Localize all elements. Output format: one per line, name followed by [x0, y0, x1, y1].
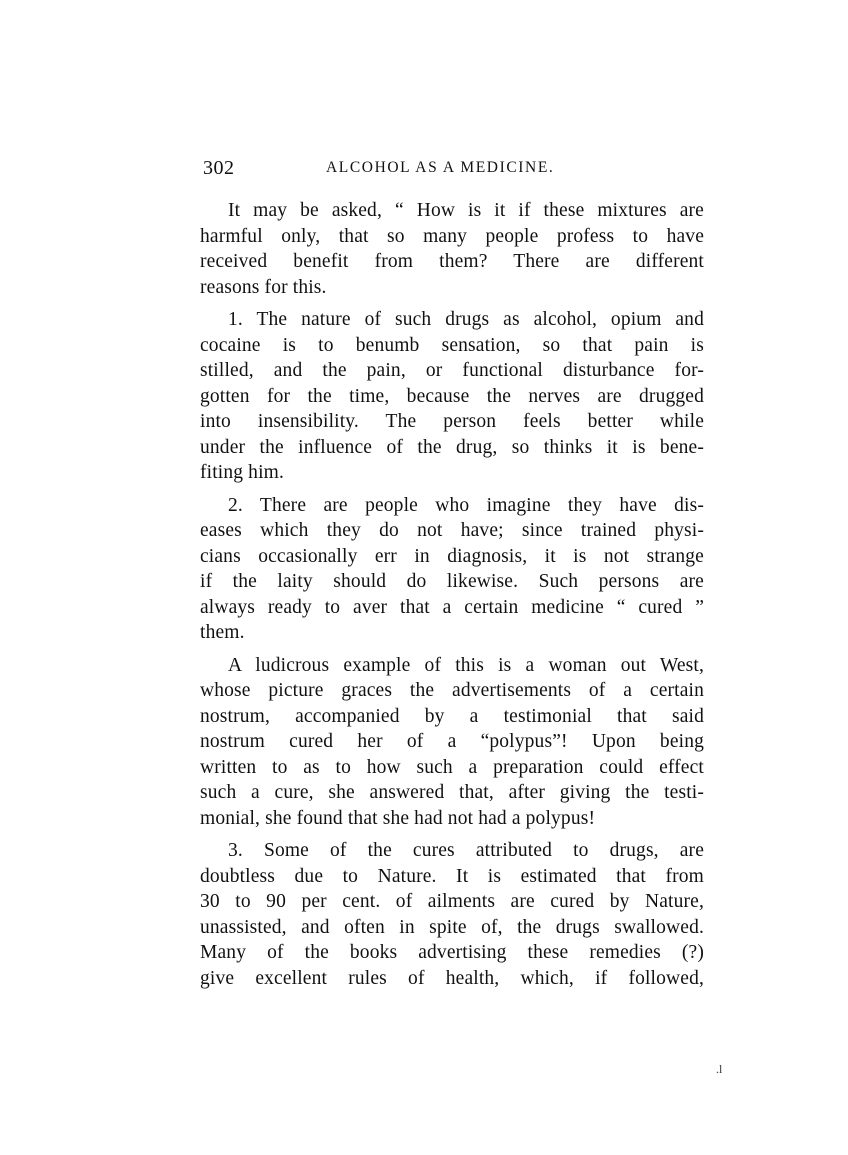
text-line: stilled, and the pain, or functional disturbance for- [200, 360, 704, 381]
paragraph [200, 653, 704, 832]
text-line: fiting him. [200, 462, 284, 483]
text-line: eases which they do not have; since trained physi- [200, 520, 704, 541]
paragraph [200, 493, 704, 646]
scan-mark: .l [716, 1062, 723, 1076]
text-line: A ludicrous example of this is a woman out West, [228, 654, 704, 676]
text-line: nostrum, accompanied by a testimonial that said [200, 705, 704, 727]
text-line: unassisted, and often in spite of, the drugs swallowed. [200, 916, 704, 938]
text-line: always ready to aver that a certain medicine “ cured ” [200, 596, 704, 618]
text-line: reasons for this. [200, 276, 327, 298]
running-title: ALCOHOL AS A MEDICINE. [326, 159, 555, 176]
text-line: harmful only, that so many people profess to have [200, 225, 704, 247]
text-line: give excellent rules of health, which, if followed, [200, 967, 704, 989]
text-line: It may be asked, “ How is it if these mixtures are [228, 200, 704, 221]
text-line: under the influence of the drug, so thinks it is bene- [200, 436, 704, 458]
text-line: received benefit from them? There are different [200, 251, 704, 272]
text-line: such a cure, she answered that, after giving the testi- [200, 782, 704, 803]
paragraph [200, 198, 704, 300]
paragraph [200, 307, 704, 486]
text-line: written to as to how such a preparation could effect [200, 756, 704, 778]
text-line: whose picture graces the advertisements of a certain [200, 680, 704, 701]
text-line: 1. The nature of such drugs as alcohol, opium and [228, 309, 704, 330]
text-line: into insensibility. The person feels better while [200, 411, 704, 432]
paragraph [200, 838, 704, 991]
text-line: 3. Some of the cures attributed to drugs, are [228, 840, 704, 861]
text-line: monial, she found that she had not had a polypus! [200, 807, 596, 829]
text-line: cocaine is to benumb sensation, so that pain is [200, 334, 704, 356]
text-line: 2. There are people who imagine they have dis- [228, 494, 704, 516]
text-line: 30 to 90 per cent. of ailments are cured by Nature, [200, 891, 704, 912]
page-number: 302 [203, 157, 235, 179]
text-line: Many of the books advertising these remedies (?) [200, 942, 704, 963]
text-line: nostrum cured her of a “polypus”! Upon being [200, 731, 704, 752]
text-line: doubtless due to Nature. It is estimated that from [200, 865, 704, 887]
text-line: gotten for the time, because the nerves are drugged [200, 385, 704, 407]
page-header [200, 157, 704, 183]
text-line: them. [200, 622, 245, 643]
text-line: if the laity should do likewise. Such persons are [200, 571, 704, 592]
text-line: cians occasionally err in diagnosis, it is not strange [200, 545, 704, 567]
body-text [200, 198, 704, 998]
